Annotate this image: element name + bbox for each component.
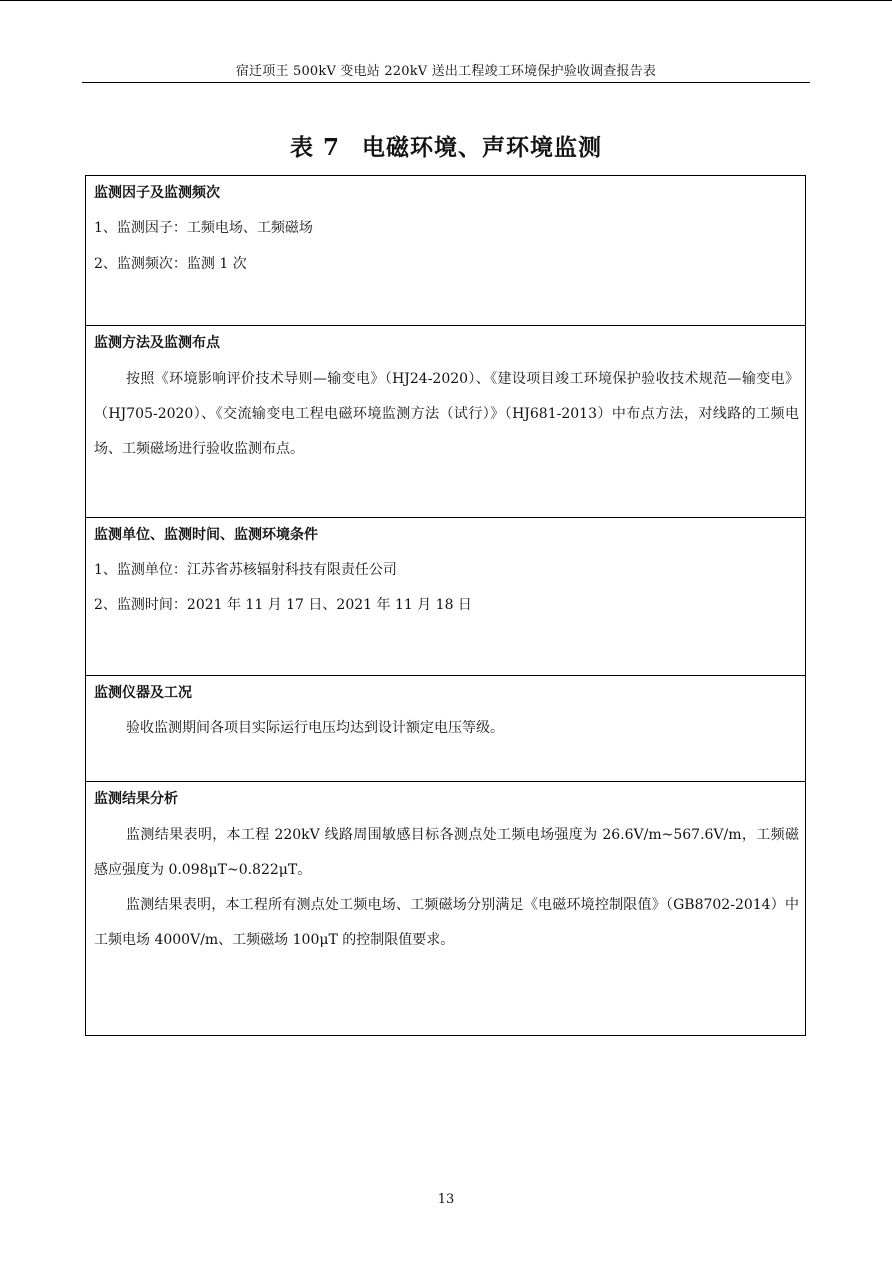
section-monitoring-method bbox=[86, 326, 805, 518]
section-monitoring-unit-time bbox=[86, 518, 805, 676]
results-paragraph-1: 监测结果表明，本工程 220kV 线路周围敏感目标各测点处工频电场强度为 26.6V/m~567.6V/m，工频磁感应强度为 0.098μT~0.822μT。 bbox=[94, 827, 799, 878]
page-number: 13 bbox=[437, 1192, 455, 1207]
running-header: 宿迁项王 500kV 变电站 220kV 送出工程竣工环境保护验收调查报告表 bbox=[235, 64, 657, 79]
page-top-border bbox=[0, 0, 892, 1]
method-paragraph: 按照《环境影响评价技术导则—输变电》（HJ24-2020）、《建设项目竣工环境保护验收技术规范—输变电》（HJ705-2020）、《交流输变电工程电磁环境监测方法（试行）》（HJ681-2013）中布点方法，对线路的工频电场、工频磁场进行验收监测布点。 bbox=[94, 371, 799, 457]
section-heading: 监测因子及监测频次 bbox=[94, 185, 220, 201]
section-results-analysis bbox=[86, 782, 805, 1035]
monitoring-factor-line: 1、监测因子：工频电场、工频磁场 bbox=[94, 220, 313, 236]
table-title bbox=[82, 128, 810, 168]
table-number: 表 7 bbox=[289, 134, 340, 161]
section-heading: 监测单位、监测时间、监测环境条件 bbox=[94, 527, 318, 543]
header-rule bbox=[82, 82, 810, 83]
conditions-paragraph: 验收监测期间各项目实际运行电压均达到设计额定电压等级。 bbox=[126, 720, 504, 736]
monitoring-unit-line: 1、监测单位：江苏省苏核辐射科技有限责任公司 bbox=[94, 562, 397, 578]
monitoring-time-line: 2、监测时间：2021 年 11 月 17 日、2021 年 11 月 18 日 bbox=[94, 597, 472, 613]
section-monitoring-factors bbox=[86, 176, 805, 326]
section-heading: 监测结果分析 bbox=[94, 791, 178, 807]
monitoring-table bbox=[85, 175, 806, 1036]
section-instruments-conditions bbox=[86, 676, 805, 782]
monitoring-frequency-line: 2、监测频次：监测 1 次 bbox=[94, 256, 247, 272]
table-title-text: 电磁环境、声环境监测 bbox=[362, 134, 602, 161]
results-paragraph-2: 监测结果表明，本工程所有测点处工频电场、工频磁场分别满足《电磁环境控制限值》（GB8702-2014）中工频电场 4000V/m、工频磁场 100μT 的控制限值要求。 bbox=[94, 897, 799, 948]
section-heading: 监测仪器及工况 bbox=[94, 685, 192, 701]
section-heading: 监测方法及监测布点 bbox=[94, 335, 220, 351]
